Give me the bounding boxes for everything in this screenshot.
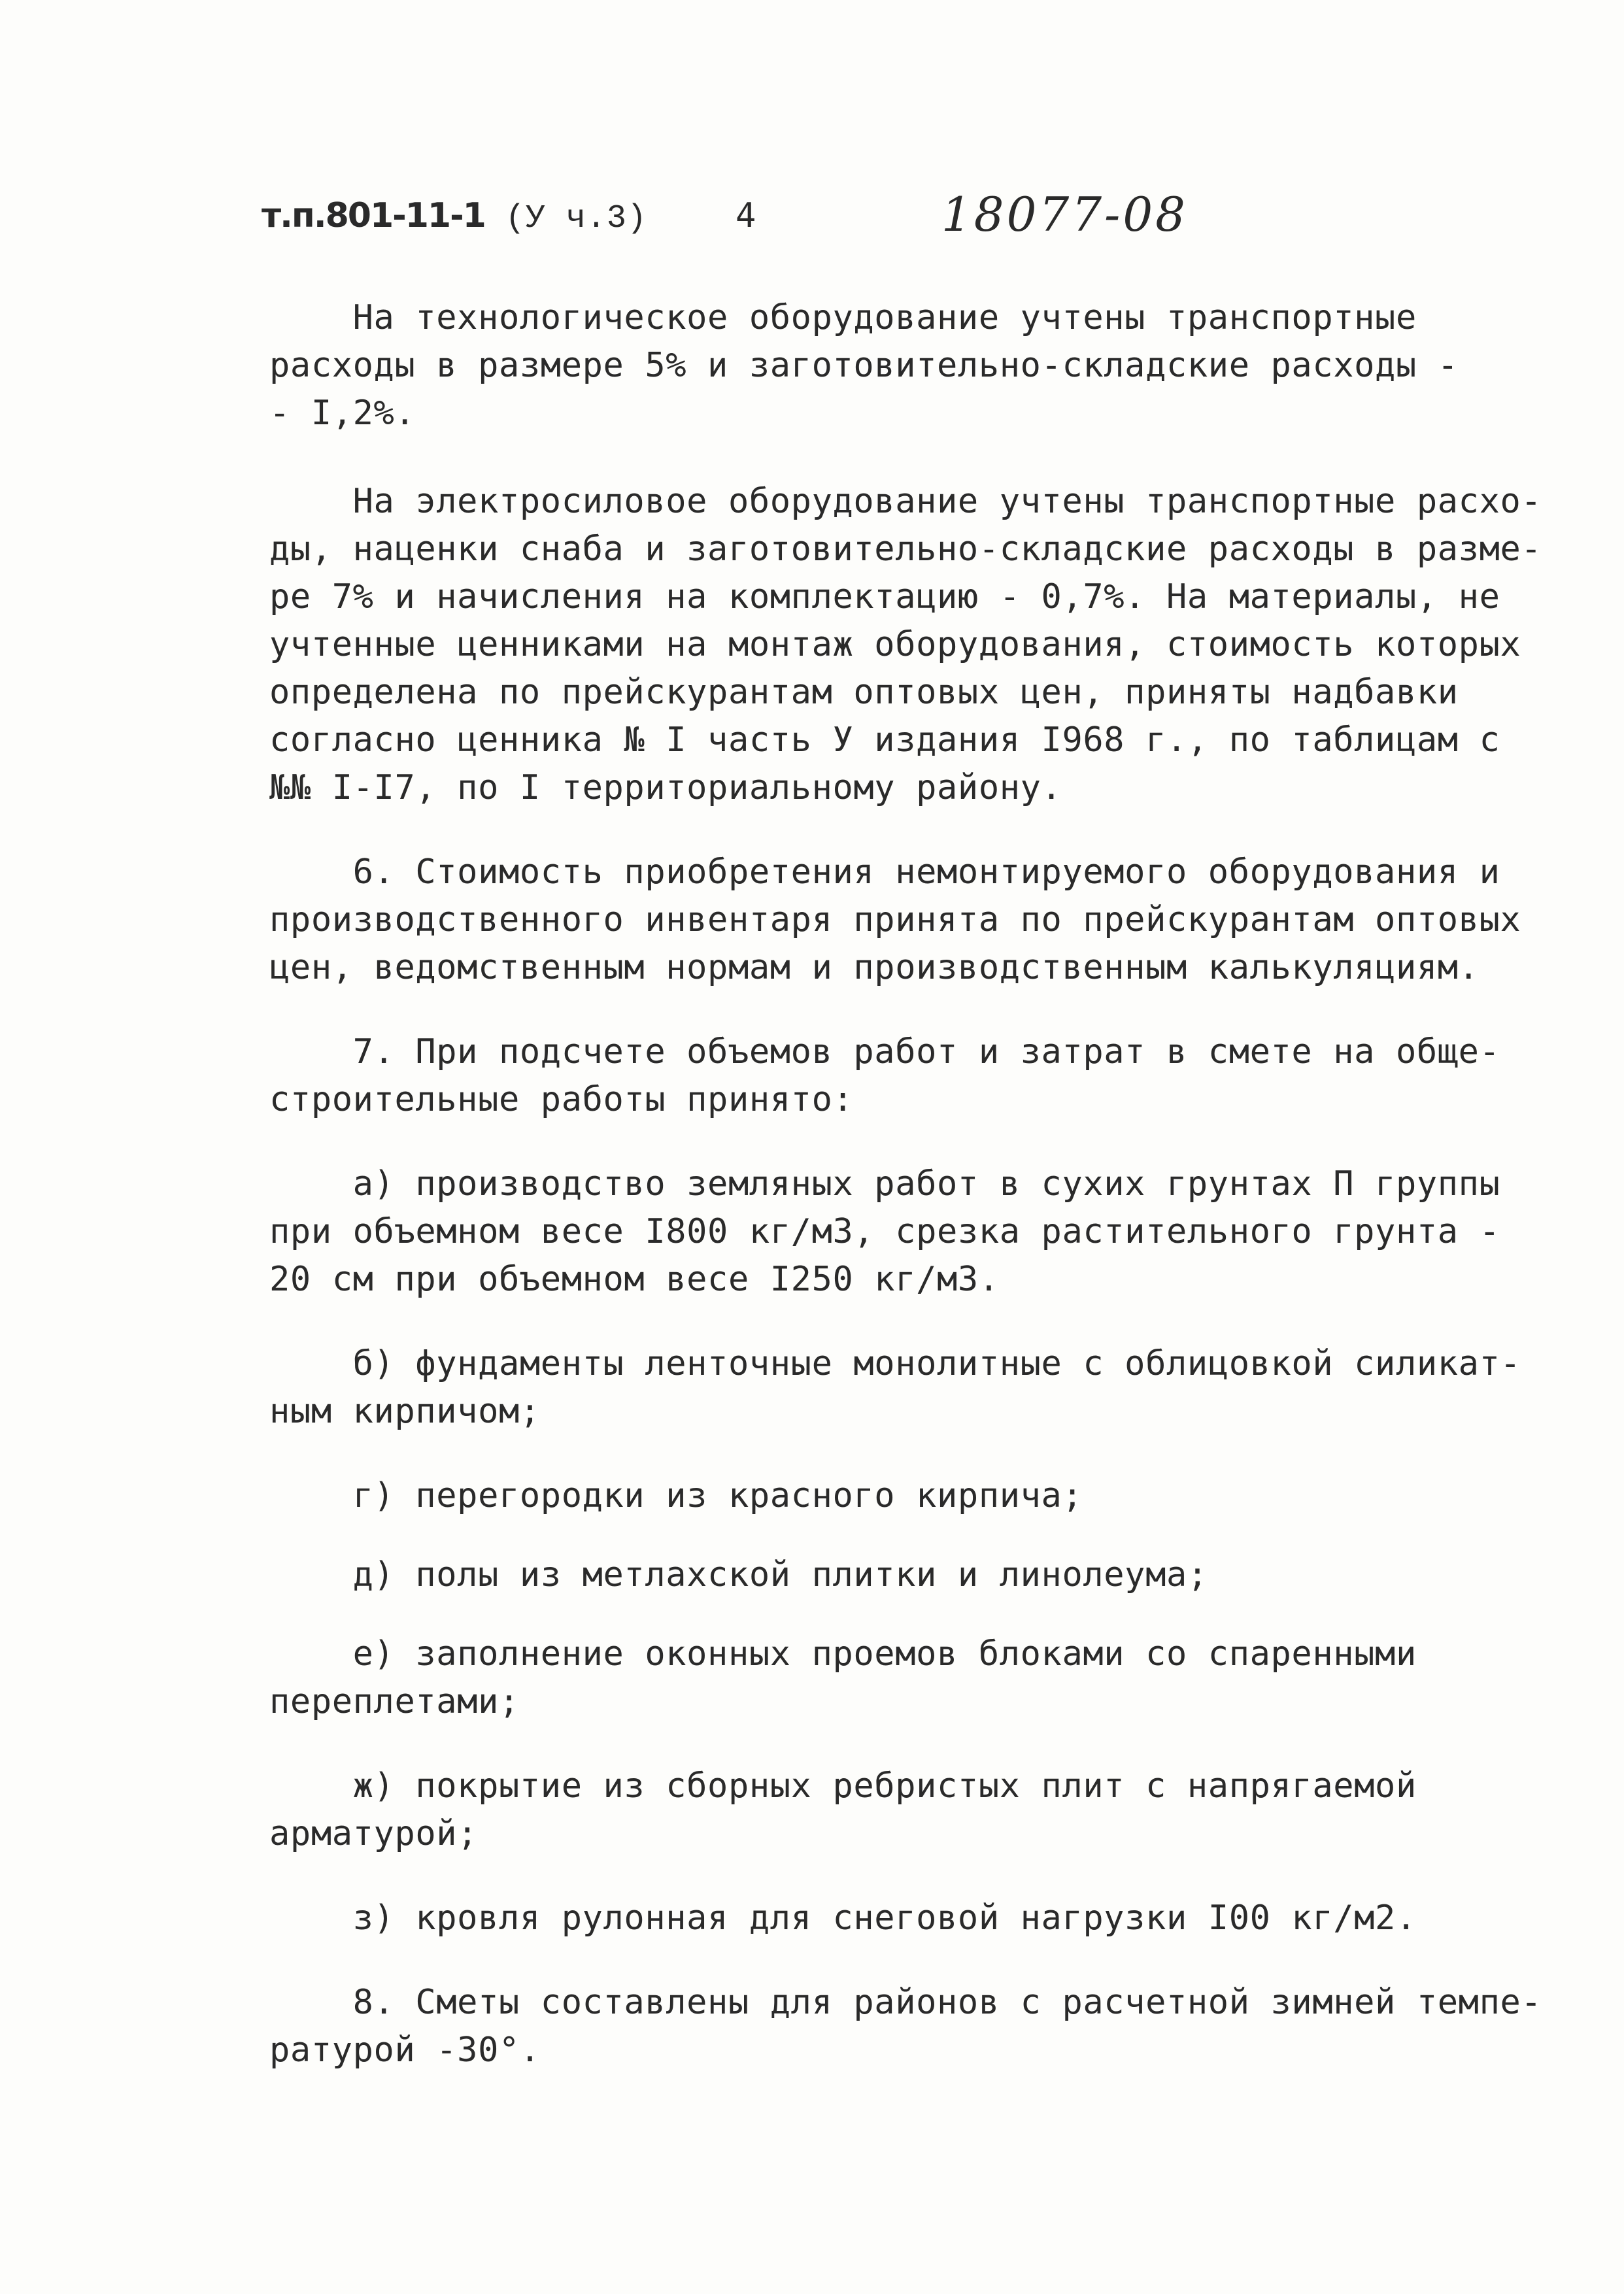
text-line: учтенные ценниками на монтаж оборудования, стоимость которых xyxy=(269,625,1521,664)
text-line: расходы в размере 5% и заготовительно-складские расходы - xyxy=(269,346,1459,385)
paragraph-item-7zh xyxy=(269,1763,1551,1858)
paragraph-item-7a xyxy=(269,1160,1551,1304)
text-line: е) заполнение оконных проемов блоками со спаренными xyxy=(269,1634,1417,1674)
paragraph-item-7e xyxy=(269,1630,1551,1726)
text-line: На электросиловое оборудование учтены транспортные расхо- xyxy=(269,482,1542,521)
paragraph-item-7 xyxy=(269,1028,1551,1124)
document-reference xyxy=(262,196,647,237)
text-line: д) полы из метлахской плитки и линолеума; xyxy=(269,1555,1208,1594)
paragraph-item-7d xyxy=(269,1551,1551,1599)
text-line: согласно ценника № I часть У издания I968 г., по таблицам с xyxy=(269,720,1500,760)
text-line: г) перегородки из красного кирпича; xyxy=(269,1476,1083,1515)
text-line: ре 7% и начисления на комплектацию - 0,7%. На материалы, не xyxy=(269,577,1500,616)
text-line: при объемном весе I800 кг/м3, срезка растительного грунта - xyxy=(269,1212,1500,1251)
text-line: 20 см при объемном весе I250 кг/м3. xyxy=(269,1260,1000,1299)
document-reference-handwritten: т.п.801-11-1 xyxy=(262,196,485,235)
paragraph-transport-costs xyxy=(269,294,1551,437)
text-line: арматурой; xyxy=(269,1814,479,1853)
text-line: строительные работы принято: xyxy=(269,1080,854,1119)
paragraph-item-7b xyxy=(269,1340,1551,1436)
page-number: 4 xyxy=(736,196,756,235)
text-line: определена по прейскурантам оптовых цен, приняты надбавки xyxy=(269,673,1459,712)
text-line: производственного инвентаря принята по прейскурантам оптовых xyxy=(269,900,1521,939)
text-line: 6. Стоимость приобретения немонтируемого оборудования и xyxy=(269,852,1500,892)
page-header xyxy=(262,187,1504,255)
document-code: 18077-08 xyxy=(941,187,1188,242)
text-line: ж) покрытие из сборных ребристых плит с напрягаемой xyxy=(269,1766,1417,1806)
text-line: ным кирпичом; xyxy=(269,1392,541,1431)
paragraph-item-7z xyxy=(269,1895,1551,1942)
text-line: ратурой -30°. xyxy=(269,2031,541,2070)
text-line: На технологическое оборудование учтены транспортные xyxy=(269,298,1417,337)
document-reference-typed: (У ч.3) xyxy=(505,200,647,237)
paragraph-electrical-equipment xyxy=(269,478,1551,812)
text-line: з) кровля рулонная для снеговой нагрузки I00 кг/м2. xyxy=(269,1898,1417,1938)
text-line: переплетами; xyxy=(269,1682,520,1721)
text-line: №№ I-I7, по I территориальному району. xyxy=(269,768,1062,807)
document-body xyxy=(269,294,1551,2074)
text-line: 8. Сметы составлены для районов с расчетной зимней темпе- xyxy=(269,1983,1542,2022)
text-line: б) фундаменты ленточные монолитные с облицовкой силикат- xyxy=(269,1344,1521,1383)
paragraph-item-8 xyxy=(269,1979,1551,2074)
text-line: а) производство земляных работ в сухих грунтах П группы xyxy=(269,1164,1500,1204)
paragraph-item-6 xyxy=(269,849,1551,992)
text-line: ды, наценки снаба и заготовительно-складские расходы в разме- xyxy=(269,530,1542,569)
text-line: цен, ведомственным нормам и производственным калькуляциям. xyxy=(269,948,1480,987)
paragraph-item-7g xyxy=(269,1472,1551,1520)
text-line: - I,2%. xyxy=(269,394,416,433)
text-line: 7. При подсчете объемов работ и затрат в смете на обще- xyxy=(269,1032,1500,1071)
